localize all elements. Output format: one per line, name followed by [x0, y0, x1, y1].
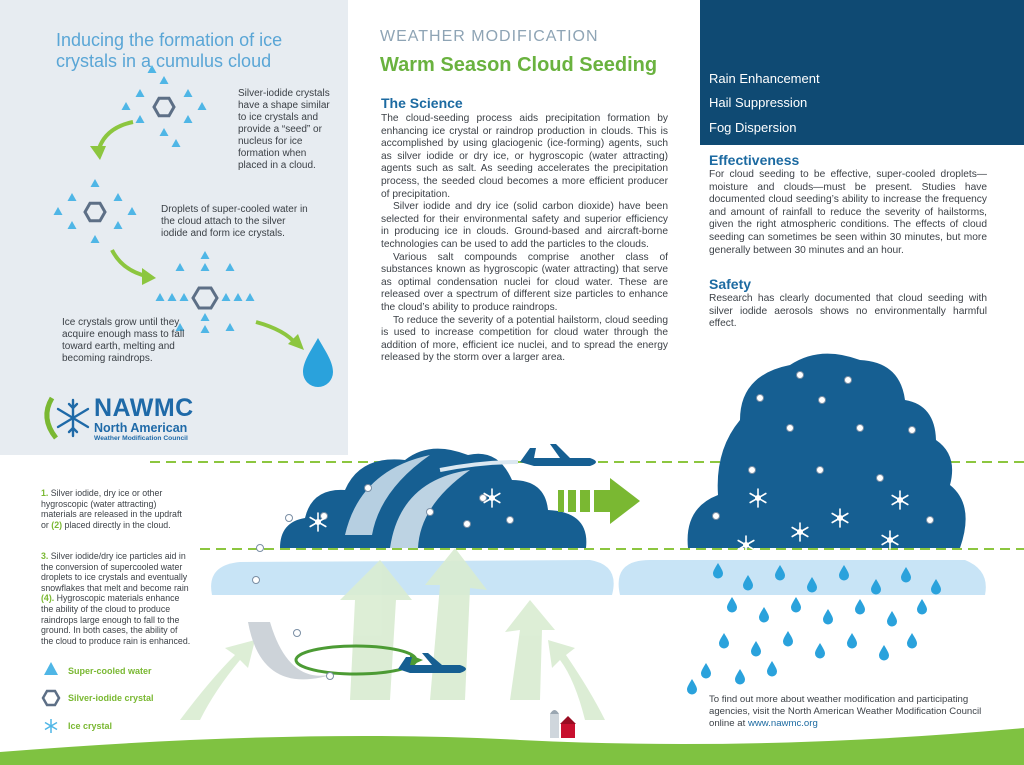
science-paragraph: Silver iodide and dry ice (solid carbon dioxide) have been selected for their environmental safety and superior efficiency in producing ice in clouds. Ground-based and aircraft-borne technologies can be used to add the particles to the clouds. [381, 201, 668, 250]
page-title: Warm Season Cloud Seeding [380, 54, 658, 76]
step-1-caption [41, 488, 191, 530]
safety-text: Research has clearly documented that cloud seeding with silver iodide aerosols shows no environmentally harmful effect. [709, 293, 987, 330]
science-body [381, 113, 668, 365]
footer-text: To find out more about weather modification and participating agencies, visit the North American Weather Modification Council online at [709, 694, 982, 729]
effectiveness-text: For cloud seeding to be effective, super-cooled droplets—moisture and clouds—must be present. Studies have documented cloud seeding’s ability to increase the frequency and amount of rainfall to reduce the severity of hailstorms, given the right atmospheric conditions. The effects of cloud seeding can sometimes be seen within 30 minutes, but more generally between 30 minutes and an hour. [709, 169, 987, 256]
airplane-upper-icon [520, 444, 596, 466]
farm-icon [550, 710, 576, 738]
step-1-text-end: placed directly in the cloud. [64, 519, 171, 530]
science-heading: The Science [381, 95, 463, 111]
safety-heading: Safety [709, 276, 752, 292]
topic-rain-enhancement: Rain Enhancement [709, 71, 820, 86]
raindrop-icon [303, 338, 333, 387]
logo-name: North American [94, 421, 188, 435]
science-paragraph: Various salt compounds comprise another class of substances known as hygroscopic (water attracting) that serve as optimal condensation nuclei for cloud water. These are released over a spectrum of different size particles to enhance the cloud’s ability to produce raindrops. [381, 251, 668, 313]
science-paragraph: The cloud-seeding process aids precipitation formation by enhancing ice crystal or raindrop production in clouds. This is accomplished by using glaciogenic (ice-forming) agents, such as silver iodide or dry ice, or hygroscopic (water attracting) agents such as salt. As seeding accelerates the precipitation process, the seeded cloud becomes a more efficient producer of precipitation. [381, 113, 668, 200]
ice-crystals-note: Ice crystals grow until they acquire enough mass to fall toward earth, melting and becoming raindrops. [62, 317, 185, 364]
logo-subtitle: Weather Modification Council [94, 435, 188, 442]
step-3-caption [41, 551, 191, 646]
legend-super-cooled-water: Super-cooled water [68, 666, 152, 676]
legend-silver-iodide-crystal: Silver-iodide crystal [68, 693, 154, 703]
step-3-number: 3. [41, 551, 49, 561]
raining-cloud-right [619, 354, 986, 595]
safety-body [709, 293, 987, 331]
step-4-number: (4). [41, 593, 55, 604]
topic-hail-suppression: Hail Suppression [709, 95, 808, 110]
step-3-text-end: Hygroscopic materials enhance the ability of the cloud to produce raindrops large enough to fall to the ground. In both cases, the ability of the cloud to produce rain is enhanced. [41, 593, 191, 646]
footer-note [709, 694, 989, 730]
science-paragraph: To reduce the severity of a potential hailstorm, cloud seeding is used to increase competition for cloud water through the addition of more, efficient ice nuclei, and to spread the energy released by the storm over a larger area. [381, 314, 668, 364]
ice-crystal-icon [45, 719, 57, 733]
droplets-note: Droplets of super-cooled water in the cloud attach to the silver iodide and form ice crystals. [161, 204, 308, 239]
silver-iodide-seed-group [122, 65, 207, 147]
nawmc-logo-icon [47, 398, 88, 438]
ground [0, 728, 1024, 765]
kicker: WEATHER MODIFICATION [380, 28, 599, 45]
website-link[interactable]: www.nawmc.org [747, 718, 818, 729]
ice-crystal-growth [193, 288, 217, 308]
step-1-text: Silver iodide, dry ice or other hygroscopic (water attracting) materials are released in the updraft or [41, 488, 182, 530]
super-cooled-water-icon [44, 662, 58, 675]
silver-iodide-crystal-icon [43, 691, 59, 705]
seeded-cloud-left [211, 449, 614, 595]
silver-iodide-note: Silver-iodide crystals have a shape similar to ice crystals and provide a “seed” or nucleus for ice formation when placed in a cloud. [238, 88, 330, 171]
droplets-attach-group [54, 179, 137, 243]
legend-ice-crystal: Ice crystal [68, 721, 113, 731]
step-1-number: 1. [41, 488, 49, 498]
step-3-text: Silver iodide/dry ice particles aid in the conversion of supercooled water droplets to ice crystals and eventually snowflakes that melt and become rain [41, 551, 189, 593]
diagram-title: Inducing the formation of ice crystals in a cumulus cloud [56, 30, 283, 71]
effectiveness-heading: Effectiveness [709, 152, 800, 168]
step-2-number: (2) [51, 519, 63, 530]
logo-wordmark: NAWMC [94, 394, 194, 422]
effectiveness-body [709, 169, 987, 257]
topic-fog-dispersion: Fog Dispersion [709, 120, 797, 135]
